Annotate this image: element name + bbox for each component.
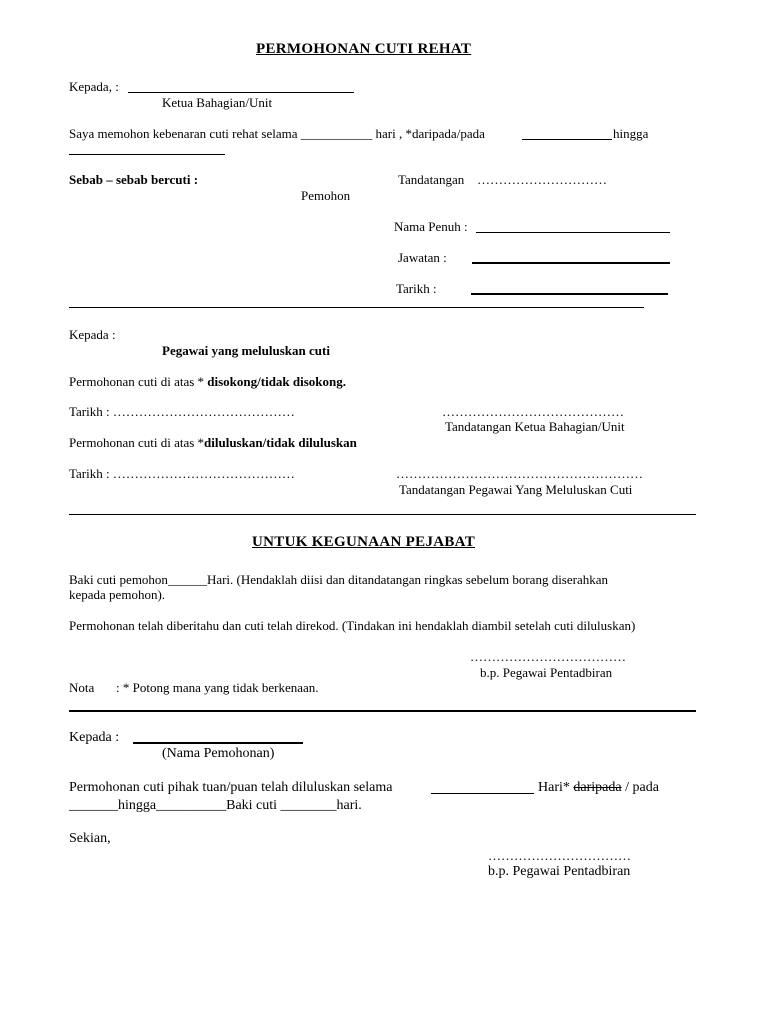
nota-label: Nota bbox=[69, 680, 95, 695]
lulus-text: Permohonan cuti di atas * bbox=[69, 435, 205, 450]
approved-hari bbox=[538, 780, 659, 795]
direkod-text: Permohonan telah diberitahu dan cuti telah direkod. (Tindakan ini hendaklah diambil setelah cuti diluluskan) bbox=[69, 618, 636, 633]
sokong-statement bbox=[69, 374, 346, 389]
sign-dots-ketua[interactable]: …………………………………… bbox=[442, 404, 624, 419]
office-title: UNTUK KEGUNAAN PEJABAT bbox=[252, 534, 476, 550]
baki-label: Baki cuti pemohon bbox=[69, 572, 168, 587]
thick-divider bbox=[69, 710, 696, 712]
baki-line2: kepada pemohon). bbox=[69, 587, 166, 602]
bp-pentadbiran-1: b.p. Pegawai Pentadbiran bbox=[480, 665, 613, 680]
tandatangan-label: Tandatangan bbox=[398, 172, 465, 187]
baki-blank[interactable]: ______ bbox=[167, 572, 207, 587]
kepada-blank-line[interactable] bbox=[128, 92, 354, 93]
tandatangan-dots[interactable]: ………………………… bbox=[477, 172, 607, 187]
request-text: Saya memohon kebenaran cuti rehat selama ___________ hari , *daripada/pada bbox=[69, 126, 485, 141]
sign-dots-pegawai[interactable]: ………………………………………………… bbox=[396, 466, 643, 481]
lulus-statement bbox=[69, 435, 357, 450]
nama-pemohon-label: (Nama Pemohonan) bbox=[162, 746, 275, 761]
tarikh-label: Tarikh : bbox=[396, 281, 437, 296]
baki-instruction: Hari. (Hendaklah diisi dan ditandatangan ringkas sebelum borang diserahkan bbox=[206, 572, 609, 587]
bp-dots-2[interactable]: …………………………… bbox=[488, 848, 631, 863]
ketua-bahagian-label: Ketua Bahagian/Unit bbox=[162, 95, 273, 110]
nota-text: : * Potong mana yang tidak berkenaan. bbox=[116, 680, 319, 695]
hingga-label: hingga bbox=[613, 126, 649, 141]
approved-days-blank[interactable] bbox=[431, 793, 534, 794]
sekian-label: Sekian, bbox=[69, 831, 111, 846]
sokong-options: disokong/tidak disokong. bbox=[207, 374, 347, 389]
jawatan-label: Jawatan : bbox=[398, 250, 447, 265]
jawatan-blank[interactable] bbox=[472, 262, 670, 264]
nama-penuh-label: Nama Penuh : bbox=[394, 219, 468, 234]
tarikh-dots-1[interactable]: Tarikh : …………………………………… bbox=[69, 404, 295, 419]
baki-line bbox=[69, 572, 608, 587]
approved-text: Permohonan cuti pihak tuan/puan telah diluluskan selama bbox=[69, 780, 393, 795]
tarikh-blank[interactable] bbox=[471, 293, 668, 295]
tarikh-dots-2[interactable]: Tarikh : …………………………………… bbox=[69, 466, 295, 481]
office-divider bbox=[69, 514, 696, 515]
date-from-blank[interactable] bbox=[522, 139, 612, 140]
bp-pentadbiran-2: b.p. Pegawai Pentadbiran bbox=[488, 864, 631, 879]
pegawai-lulus-label: Pegawai yang meluluskan cuti bbox=[162, 343, 330, 358]
sign-ketua-label: Tandatangan Ketua Bahagian/Unit bbox=[445, 419, 625, 434]
kepada2-label: Kepada : bbox=[69, 327, 116, 342]
daripada-struck: daripada bbox=[573, 780, 622, 795]
hingga-baki-line[interactable]: _______hingga__________Baki cuti ________hari. bbox=[69, 798, 362, 813]
form-title: PERMOHONAN CUTI REHAT bbox=[256, 41, 472, 57]
sebab-label: Sebab – sebab bercuti : bbox=[69, 172, 199, 187]
pemohon-label: Pemohon bbox=[301, 188, 351, 203]
hari-label: Hari* bbox=[538, 780, 570, 795]
lulus-options: diluluskan/tidak diluluskan bbox=[204, 435, 357, 450]
nama-penuh-blank[interactable] bbox=[476, 232, 670, 233]
section-divider bbox=[69, 307, 644, 308]
pada-label: / pada bbox=[625, 780, 659, 795]
sign-pegawai-label: Tandatangan Pegawai Yang Meluluskan Cuti bbox=[399, 482, 633, 497]
date-to-blank[interactable] bbox=[69, 154, 225, 155]
kepada3-label: Kepada : bbox=[69, 730, 120, 745]
sokong-text: Permohonan cuti di atas * bbox=[69, 374, 205, 389]
nama-pemohon-blank[interactable] bbox=[133, 742, 303, 744]
kepada-label: Kepada, : bbox=[69, 79, 119, 94]
bp-dots-1[interactable]: ……………………………… bbox=[470, 649, 626, 664]
